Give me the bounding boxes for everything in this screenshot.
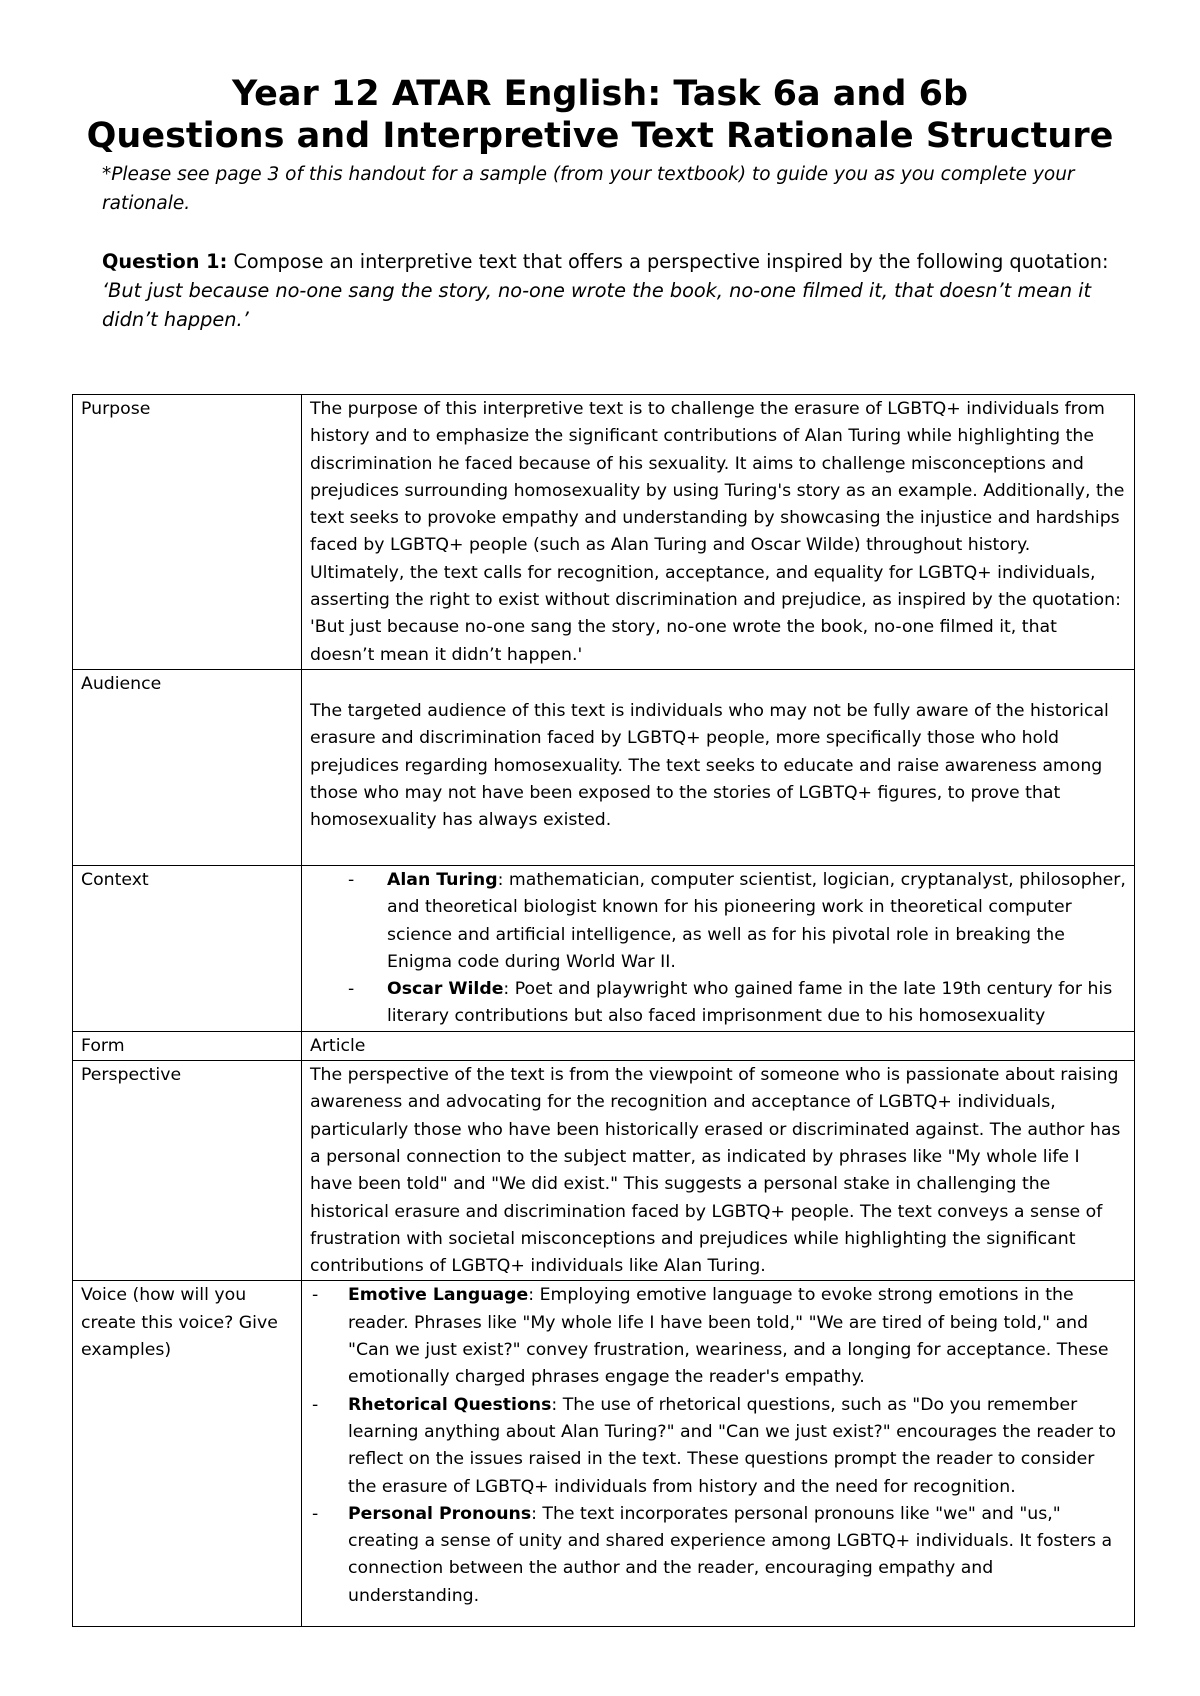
purpose-text: The purpose of this interpretive text is to challenge the erasure of LGBTQ+ individuals from history and to emphasize the significant contributions of Alan Turing while highlighting the discrimination he faced because of his sexuality. It aims to challenge misconceptions and prejudices surrounding homosexuality by using Turing's story as an example. Additionally, the text seeks to provoke empathy and understanding by showcasing the injustice and hardships faced by LGBTQ+ people (such as Alan Turing and Oscar Wilde) throughout history. Ultimately, the text calls for recognition, acceptance, and equality for LGBTQ+ individuals, asserting the right to exist without discrimination and prejudice, as inspired by the quotation: 'But just because no-one sang the story, no-one wrote the book, no-one filmed it, that doesn’t mean it didn’t happen.' bbox=[302, 395, 1135, 670]
list-item bbox=[310, 1282, 1126, 1391]
voice-detail: : The text incorporates personal pronouns like "we" and "us," creating a sense of unity and shared experience among LGBTQ+ individuals. It fosters a connection between the author and the reader, encouraging empathy and understanding. bbox=[348, 1503, 1113, 1606]
table-row-perspective bbox=[73, 1061, 1135, 1281]
list-item bbox=[310, 1501, 1126, 1610]
question-prompt: Compose an interpretive text that offers a perspective inspired by the following quotation: bbox=[227, 250, 1109, 273]
context-term: Oscar Wilde bbox=[387, 979, 504, 1000]
form-text: Article bbox=[302, 1031, 1135, 1060]
table-row-voice bbox=[73, 1281, 1135, 1627]
question-block bbox=[102, 247, 1132, 334]
voice-term: Personal Pronouns bbox=[348, 1503, 532, 1524]
rationale-table bbox=[72, 394, 1135, 1627]
question-quote: ‘But just because no-one sang the story, no-one wrote the book, no-one filmed it, that doesn’t mean it didn’t happen.’ bbox=[102, 279, 1092, 331]
list-item bbox=[310, 976, 1126, 1031]
audience-text: The targeted audience of this text is individuals who may not be fully aware of the historical erasure and discrimination faced by LGBTQ+ people, more specifically those who hold prejudices regarding homosexuality. The text seeks to educate and raise awareness among those who may not have been exposed to the stories of LGBTQ+ figures, to prove that homosexuality has always existed. bbox=[310, 700, 1109, 831]
page-subtitle: Questions and Interpretive Text Rationale Structure bbox=[86, 116, 1114, 156]
audience-cell bbox=[302, 669, 1135, 865]
voice-list bbox=[310, 1282, 1126, 1610]
table-row-context bbox=[73, 865, 1135, 1031]
context-list bbox=[310, 867, 1126, 1031]
context-cell bbox=[302, 865, 1135, 1031]
table-row-purpose bbox=[73, 395, 1135, 670]
bullet-dash: - bbox=[348, 869, 355, 890]
context-detail: : Poet and playwright who gained fame in the late 19th century for his literary contributions but also faced imprisonment due to his homosexuality bbox=[387, 979, 1113, 1027]
bullet-dash: - bbox=[312, 1503, 319, 1524]
perspective-text: The perspective of the text is from the viewpoint of someone who is passionate about raising awareness and advocating for the recognition and acceptance of LGBTQ+ individuals, particularly those who have been historically erased or discriminated against. The author has a personal connection to the subject matter, as indicated by phrases like "My whole life I have been told" and "We did exist." This suggests a personal stake in challenging the historical erasure and discrimination faced by LGBTQ+ people. The text conveys a sense of frustration with societal misconceptions and prejudices while highlighting the significant contributions of LGBTQ+ individuals like Alan Turing. bbox=[302, 1061, 1135, 1281]
voice-cell bbox=[302, 1281, 1135, 1627]
voice-term: Emotive Language bbox=[348, 1285, 529, 1306]
page-title: Year 12 ATAR English: Task 6a and 6b bbox=[232, 74, 968, 114]
bullet-dash: - bbox=[312, 1285, 319, 1306]
table-row-audience bbox=[73, 669, 1135, 865]
voice-label: Voice (how will you create this voice? Give examples) bbox=[73, 1281, 302, 1627]
voice-term: Rhetorical Questions bbox=[348, 1394, 552, 1415]
list-item bbox=[310, 867, 1126, 976]
table-row-form bbox=[73, 1031, 1135, 1060]
handout-note: *Please see page 3 of this handout for a sample (from your textbook) to guide you as you complete your rationale. bbox=[102, 164, 1075, 214]
form-label: Form bbox=[73, 1031, 302, 1060]
voice-detail: : The use of rhetorical questions, such as "Do you remember learning anything about Alan Turing?" and "Can we just exist?" encourages the reader to reflect on the issues raised in the text. These questions prompt the reader to consider the erasure of LGBTQ+ individuals from history and the need for recognition. bbox=[348, 1394, 1116, 1497]
context-term: Alan Turing bbox=[387, 869, 498, 890]
question-label: Question 1: bbox=[102, 250, 228, 273]
list-item bbox=[310, 1392, 1126, 1501]
purpose-label: Purpose bbox=[73, 395, 302, 670]
audience-label: Audience bbox=[73, 669, 302, 865]
context-label: Context bbox=[73, 865, 302, 1031]
context-detail: : mathematician, computer scientist, logician, cryptanalyst, philosopher, and theoretical biologist known for his pioneering work in theoretical computer science and artificial intelligence, as well as for his pivotal role in breaking the Enigma code during World War II. bbox=[387, 869, 1126, 972]
bullet-dash: - bbox=[348, 979, 355, 1000]
bullet-dash: - bbox=[312, 1394, 319, 1415]
voice-detail: : Employing emotive language to evoke strong emotions in the reader. Phrases like "My whole life I have been told," "We are tired of being told," and "Can we just exist?" convey frustration, weariness, and a longing for acceptance. These emotionally charged phrases engage the reader's empathy. bbox=[348, 1285, 1109, 1388]
perspective-label: Perspective bbox=[73, 1061, 302, 1281]
